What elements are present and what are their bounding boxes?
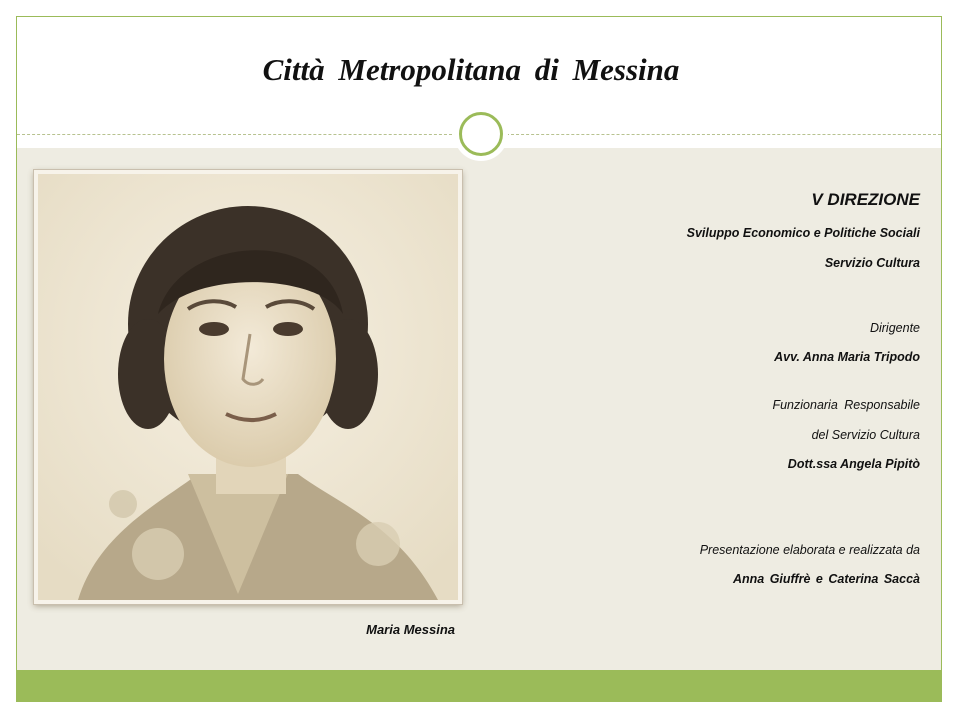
circle-ring-icon [459,112,503,156]
divider-left [17,134,457,135]
department-name: Sviluppo Economico e Politiche Sociali [686,226,920,240]
credits-names: Anna Giuffrè e Caterina Saccà [732,572,920,586]
manager-name: Avv. Anna Maria Tripodo [774,350,920,364]
portrait-icon [38,174,458,600]
manager-label: Dirigente [869,321,920,335]
divider-right [506,134,941,135]
slide-title: Città Metropolitana di Messina [262,52,680,87]
footer-bar [17,670,941,702]
officer-label-1: Funzionaria Responsabile [772,398,920,412]
photo-caption: Maria Messina [366,622,455,637]
credits-label: Presentazione elaborata e realizzata da [699,543,920,557]
officer-name: Dott.ssa Angela Pipitò [787,457,920,471]
portrait-photo [34,170,462,604]
service-name: Servizio Cultura [824,256,920,270]
direction-heading: V DIREZIONE [811,190,920,209]
officer-label-2: del Servizio Cultura [811,428,920,442]
